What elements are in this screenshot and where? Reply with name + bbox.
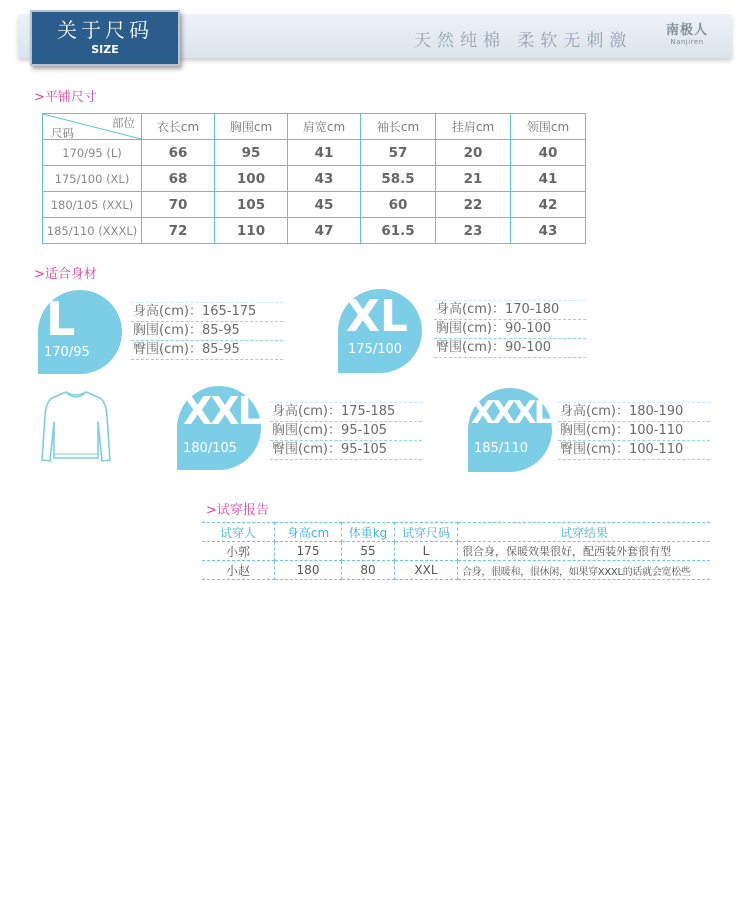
trial-result: 合身，很暖和，很休闲，如果穿XXXL的话就会宽松些 [458,561,711,580]
fit-title: >适合身材 [34,267,97,282]
size-info-xxl [270,402,422,460]
trial-result: 很合身，保暖效果很好，配西装外套很有型 [458,542,711,561]
table-cell: 66 [142,140,215,166]
size-label: 185/110 (XXXL) [43,218,142,244]
badge-title: 关于尺码 [57,18,153,42]
corner-top-label: 部位 [112,116,135,130]
height-range: 身高(cm)：175-185 [270,402,422,422]
table-cell: 60 [361,192,436,218]
table-row [202,561,710,580]
slogan: 天然纯棉 柔软无刺激 [414,31,633,51]
tester-height: 180 [275,561,342,580]
column-header: 试穿尺码 [395,523,458,542]
flat-size-table [42,113,586,244]
table-cell: 42 [511,192,586,218]
size-circle-xxxl [468,388,552,472]
table-cell: 100 [215,166,288,192]
height-range: 身高(cm)：180-190 [558,402,710,422]
sweater-icon [40,386,112,470]
tester-size: L [395,542,458,561]
size-info-xxxl [558,402,710,460]
brand-logo [666,24,708,46]
size-label: 180/105 (XXL) [43,192,142,218]
size-spec: 185/110 [474,441,529,456]
height-range: 身高(cm)：165-175 [131,302,283,322]
tester-name: 小郭 [202,542,275,561]
hip-range: 臀围(cm)：90-100 [434,339,586,358]
table-cell: 41 [511,166,586,192]
column-header: 试穿人 [202,523,275,542]
table-row [43,166,586,192]
column-header: 身高cm [275,523,342,542]
size-code: XXXL [471,395,551,431]
table-cell: 47 [288,218,361,244]
table-cell: 22 [436,192,511,218]
flat-size-title: >平铺尺寸 [34,90,97,105]
size-badge [30,10,180,66]
column-header: 胸围cm [215,114,288,140]
chest-range: 胸围(cm)：100-110 [558,422,710,441]
column-header: 衣长cm [142,114,215,140]
table-cell: 95 [215,140,288,166]
trial-report-table [202,522,710,580]
table-cell: 40 [511,140,586,166]
hip-range: 臀围(cm)：100-110 [558,441,710,460]
size-spec: 180/105 [183,441,238,456]
size-spec: 170/95 [44,345,90,360]
chest-range: 胸围(cm)：85-95 [131,322,283,341]
table-cell: 58.5 [361,166,436,192]
table-cell: 23 [436,218,511,244]
table-cell: 43 [511,218,586,244]
table-cell: 57 [361,140,436,166]
table-row [43,140,586,166]
tester-weight: 80 [342,561,395,580]
size-code: XXL [183,389,260,433]
column-header: 试穿结果 [458,523,711,542]
tester-name: 小赵 [202,561,275,580]
brand-name-en: Nanjiren [670,38,704,46]
table-cell: 45 [288,192,361,218]
table-cell: 110 [215,218,288,244]
hip-range: 臀围(cm)：85-95 [131,341,283,360]
table-cell: 21 [436,166,511,192]
corner-cell [43,114,142,140]
table-cell: 68 [142,166,215,192]
size-circle-xxl [177,386,261,470]
height-range: 身高(cm)：170-180 [434,300,586,320]
table-row [43,218,586,244]
column-header: 肩宽cm [288,114,361,140]
hip-range: 臀围(cm)：95-105 [270,441,422,460]
table-cell: 20 [436,140,511,166]
size-info-l [131,302,283,360]
tester-size: XXL [395,561,458,580]
brand-name: 南极人 [666,23,709,38]
table-row [202,542,710,561]
trial-header-row [202,523,710,542]
size-info-xl [434,300,586,358]
column-header: 袖长cm [361,114,436,140]
table-cell: 72 [142,218,215,244]
table-row [43,192,586,218]
size-label: 175/100 (XL) [43,166,142,192]
tester-weight: 55 [342,542,395,561]
badge-subtitle: SIZE [91,43,119,56]
table-cell: 105 [215,192,288,218]
table-cell: 43 [288,166,361,192]
table-header-row [43,114,586,140]
tester-height: 175 [275,542,342,561]
table-cell: 70 [142,192,215,218]
corner-bottom-label: 尺码 [51,126,74,140]
trial-title: >试穿报告 [206,503,269,518]
chest-range: 胸围(cm)：95-105 [270,422,422,441]
size-code: XL [346,291,408,342]
size-circle-xl [338,289,422,373]
size-label: 170/95 (L) [43,140,142,166]
size-circle-l [38,290,122,374]
size-code: L [46,292,76,346]
chest-range: 胸围(cm)：90-100 [434,320,586,339]
size-spec: 175/100 [348,342,403,357]
table-cell: 61.5 [361,218,436,244]
column-header: 挂肩cm [436,114,511,140]
column-header: 领围cm [511,114,586,140]
table-cell: 41 [288,140,361,166]
column-header: 体重kg [342,523,395,542]
